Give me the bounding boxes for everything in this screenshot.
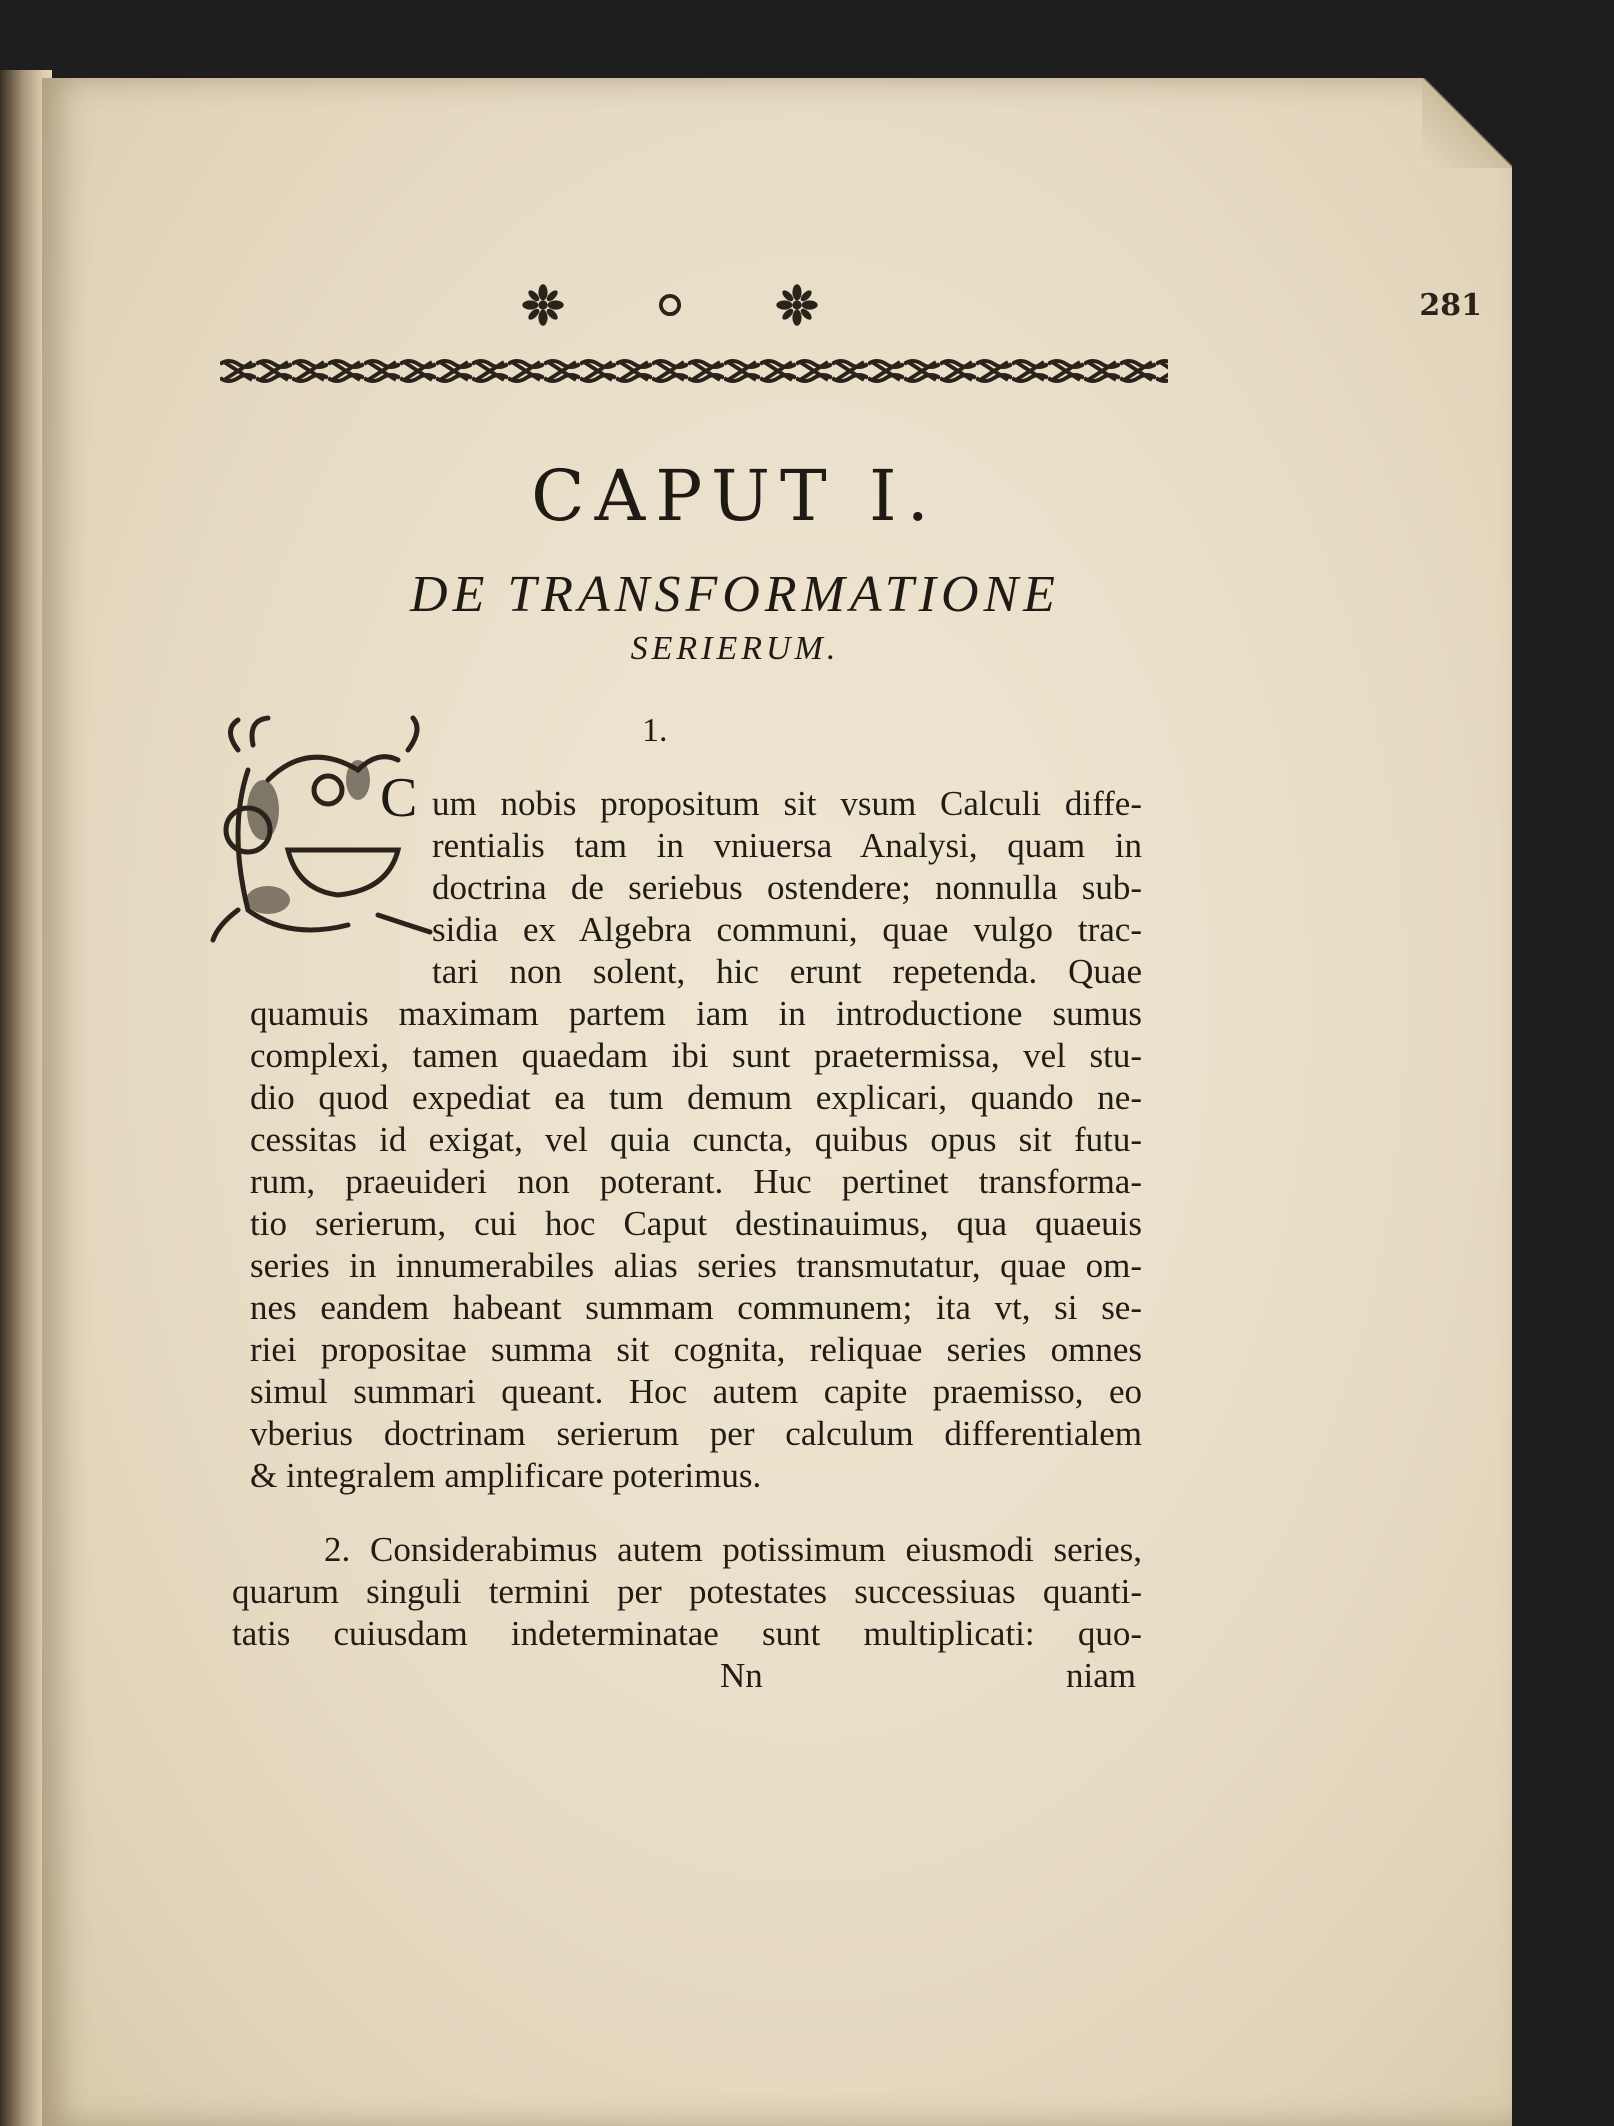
text-line: doctrina de seriebus ostendere; nonnulla sub- (432, 868, 1142, 907)
text-line: & integralem amplificare poterimus. (250, 1456, 762, 1495)
text-line: um nobis propositum sit vsum Calculi diffe- (432, 784, 1142, 823)
text-line: tari non solent, hic erunt repetenda. Quae (432, 952, 1142, 991)
text-line: dio quod expediat ea tum demum explicari, quando ne- (250, 1078, 1142, 1117)
fleuron-icon (774, 282, 820, 328)
ornament-row (520, 280, 820, 330)
decorative-border (220, 356, 1168, 386)
chapter-subtitle-line2: SERIERUM. (630, 630, 840, 667)
page-corner-fold (1422, 78, 1512, 168)
text-line: rum, praeuideri non poterant. Huc pertinet transforma- (250, 1162, 1142, 1201)
chapter-title: CAPUT I. (531, 455, 939, 537)
text-line: rentialis tam in vniuersa Analysi, quam in (432, 826, 1142, 865)
text-line: vberius doctrinam serierum per calculum differentialem (250, 1414, 1142, 1453)
drop-cap: C (380, 767, 418, 829)
text-line: tio serierum, cui hoc Caput destinauimus, qua quaeuis (250, 1204, 1142, 1243)
text-line: cessitas id exigat, vel quia cuncta, quibus opus sit futu- (250, 1120, 1142, 1159)
text-line: simul summari queant. Hoc autem capite praemisso, eo (250, 1372, 1142, 1411)
section-number: 1. (642, 712, 668, 749)
text-line: sidia ex Algebra communi, quae vulgo trac- (432, 910, 1142, 949)
text-line: complexi, tamen quaedam ibi sunt praetermissa, vel stu- (250, 1036, 1142, 1075)
text-line: tatis cuiusdam indeterminatae sunt multiplicati: quo- (232, 1614, 1142, 1653)
page-number: 281 (1419, 288, 1482, 323)
text-line: quamuis maximam partem iam in introductione sumus (250, 994, 1142, 1033)
text-line: 2. Considerabimus autem potissimum eiusmodi series, (324, 1530, 1142, 1569)
signature-mark: Nn (720, 1656, 763, 1695)
text-line: riei propositae summa sit cognita, reliquae series omnes (250, 1330, 1142, 1369)
fleuron-icon (520, 282, 566, 328)
text-line: nes eandem habeant summam communem; ita vt, si se- (250, 1288, 1142, 1327)
text-line: quarum singuli termini per potestates successiuas quanti- (232, 1572, 1142, 1611)
circle-ornament-icon (657, 292, 683, 318)
catchword: niam (1066, 1656, 1136, 1695)
text-line: series in innumerabiles alias series transmutatur, quae om- (250, 1246, 1142, 1285)
chapter-subtitle: DE TRANSFORMATIONE (410, 566, 1060, 623)
